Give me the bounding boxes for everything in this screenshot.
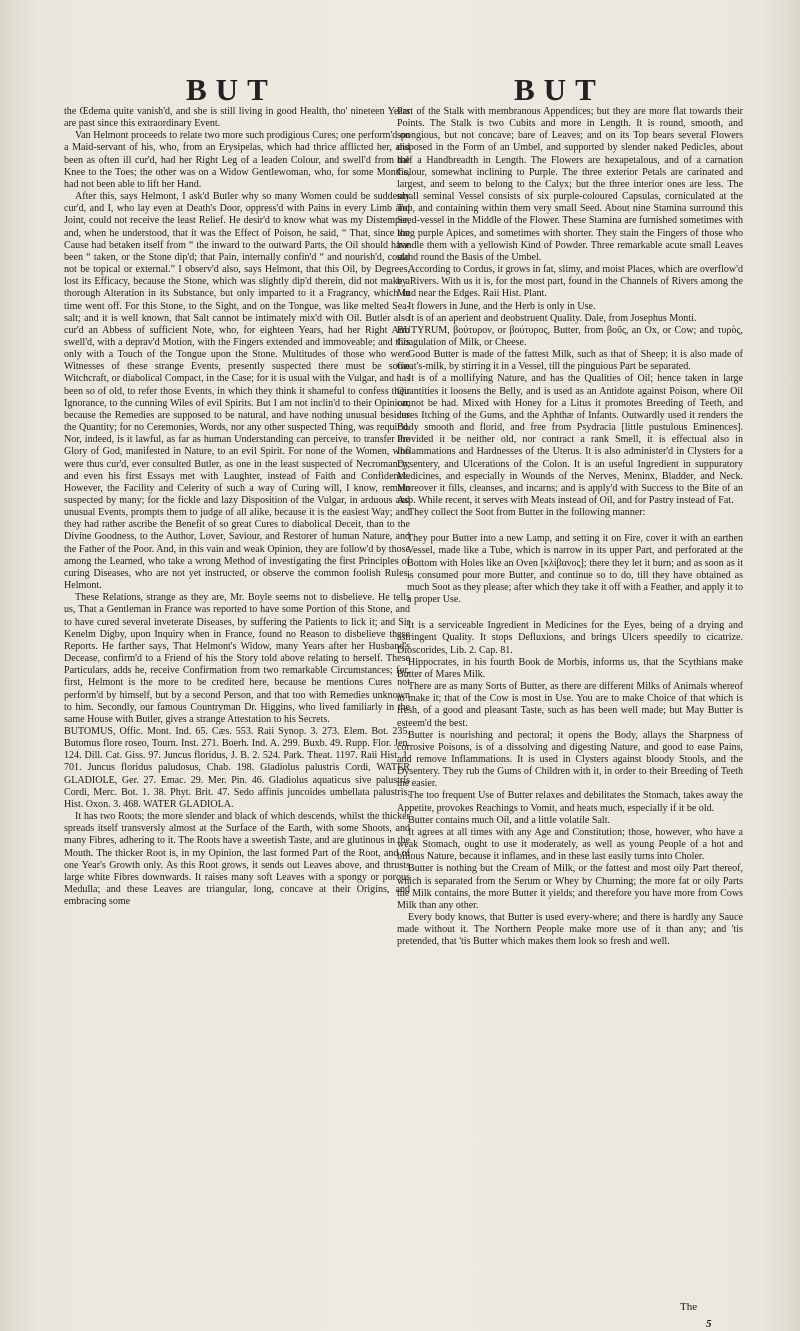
paragraph: These Relations, strange as they are, Mr. Boyle seems not to disbelieve. He tells us, That a Gentleman in France was reported to have some Portion of this Stone, and to have cured several inveterate Diseases, by suffering the Patients to lick it; and Sir Kenelm Digby, upon Inquiry when in France, found no Reason to disbelieve these Reports. He farther says, That Helmont's Widow, many Years after her Husband's Decease, confirm'd to a Friend of his the Story told above relating to herself. These Particulars, adds he, receive Confirmation from two remarkable Circumstances; for, first, Helmont is the more to be credited here, because he mentions Cures not perform'd by himself, but by a second Person, and that too with Remedies unknown to him. Secondly, our famous Countryman Dr. Higgins, who lived familiarly in the same House with Butler, gives a strange Attestation to his Secrets.: [64, 592, 410, 725]
paragraph: It has two Roots; the more slender and black of which descends, whilst the thicker spreads itself transversly almost at the Surface of the Earth, with some Shoots, and many Fibres, adhering to it. The Roots have a sweetish Taste, and are glutinous in the Mouth. The thicker Root is, in my Opinion, the last formed Part of the Root, and of one Year's Growth only. As this Root grows, it sends out Leaves above, and thrusts large white Fibres downwards. It raises many soft Leaves with a spongy or porous Medulla; and these Leaves are triangular, long, concave at their Origins, and embracing some: [64, 811, 410, 908]
paragraph: the Œdema quite vanish'd, and she is still living in good Health, tho' nineteen Years are past since this extraordinary Event.: [64, 106, 410, 130]
paragraph: There are as many Sorts of Butter, as there are different Milks of Animals whereof to make it; that of the Cow is most in Use. You are to make Choice of that which is fresh, of a good and pleasant Taste, such as has been well made; but May Butter is esteem'd the best.: [397, 681, 743, 729]
catchword: The: [680, 1301, 698, 1313]
paragraph: It is of a mollifying Nature, and has the Qualities of Oil; hence taken in large Quantities it loosens the Belly, and is used as an Antidote against Poison, where Oil cannot be had. Mixed with Honey for a Litus it promotes Breeding of Teeth, and cures Itching of the Gums, and the Aphthæ of Infants. Outwardly used it renders the Body smooth and florid, and free from Psydracia [little pustulous Eminences]. Provided it be neither old, nor contract a rank Smell, it is effectual also in Inflammations and Hardnesses of the Uterus. It is also administer'd in Clysters for a Dysentery, and Ulcerations of the Colon. It is an useful Ingredient in suppuratory Medicines, and especially in Wounds of the Nerves, Meninx, Bladder, and Neck. Moreover it fills, cleanses, and incarns; and is apply'd with Success to the Bite of an Asp. While recent, it serves with Meats instead of Oil, and for Pastry instead of Fat.: [397, 373, 743, 506]
paragraph: Butter is nourishing and pectoral; it opens the Body, allays the Sharpness of corrosive Poisons, is of a dissolving and digesting Nature, and good to ease Pains, and remove Inflammations. It is used in Clysters against bloody Stools, and the Dysentery. They rub the Gums of Children with it, in order to their Breeding of Teeth the easier.: [397, 729, 743, 790]
paragraph: Part of the Stalk with membranous Appendices; but they are more flat towards their Points. The Stalk is two Cubits and more in Length. It is round, smooth, and spongious, but not concave; bare of Leaves; and on its Top bears several Flowers disposed in the Form of an Umbel, and supported by slender naked Pedicles, about half a Handbreadth in Length. The Flowers are hexapetalous, and of a carnation Colour, somewhat inclining to Purple. The three exterior Petals are carinated and largest, and seem to belong to the Calyx; but the three interior ones are less. The small seminal Vessel consists of six purple-coloured Capsulas, corniculated at the Top, and containing within them very small Seed. About nine Stamina surround this Seed-vessel in the Middle of the Flower. These Stamina are furnished sometimes with long purple Apices, and sometimes with shorter. They stain the Fingers of those who handle them with a yellowish Kind of Powder. Three remarkable acute small Leaves stand round the Basis of the Umbel.: [397, 106, 743, 263]
page-number: 5: [706, 1318, 712, 1330]
recipe-block: They pour Butter into a new Lamp, and setting it on Fire, cover it with an earthen Vessel, made like a Tube, which is narrow in its upper Part, and perforated at the Bottom with Holes like an Oven [κλίβανος]; there they let it burn; and as soon as it is consumed pour more Butter, and continue so to do, till they have obtained as much Soot as they please; after which they take it off with a Feather, and apply it to a proper Use.: [407, 533, 743, 606]
right-headword: BUT: [514, 72, 605, 107]
paragraph: Hippocrates, in his fourth Book de Morbis, informs us, that the Scythians make Butter of Mares Milk.: [397, 656, 743, 680]
paragraph: It is of an aperient and deobstruent Quality. Dale, from Josephus Monti.: [408, 312, 697, 324]
paragraph: The too frequent Use of Butter relaxes and debilitates the Stomach, takes away the Appetite, provokes Reachings to Vomit, and heats much, especially if it be old.: [397, 790, 743, 814]
paragraph: Every body knows, that Butter is used every-where; and there is hardly any Sauce made without it. The Northern People make more use of it than any; and 'tis pretended, that 'tis Butter which makes them look so fresh and well.: [397, 912, 743, 948]
entry-butomus: BUTOMUS, Offic. Mont. Ind. 65. Cæs. 553. Raii Synop. 3. 273. Elem. Bot. 235. Butomus flore roseo, Tourn. Inst. 271. Boerh. Ind. A. 299. Buxb. 49. Rupp. Flor. Jen. 124. Dill. Cat. Giss. 97. Juncus floridus, J. B. 2. 524. Park. Theat. 1197. Raii Hist. 1. 701. Juncus floridus paludosus, Chab. 198. Gladiolus palustris Cordi, WATER GLADIOLE, Ger. 27. Emac. 29. Mer. Pin. 46. Gladiolus aquaticus sive palustris Cordi, Merc. Bot. 1. 38. Phyt. Brit. 47. Sedo affinis juncoides umbellata palustris, Hist. Oxon. 3. 468. WATER GLADIOLA.: [64, 725, 410, 810]
paragraph: Butter contains much Oil, and a little volatile Salt.: [408, 814, 611, 826]
paragraph: Butter is nothing but the Cream of Milk, or the fattest and most oily Part thereof, which is separated from the Serum or Whey by Churning; the more fat or oily Parts the Milk contains, the more Butter it yields; and therefore you have more from Cows Milk than any other.: [397, 863, 743, 911]
left-column: [64, 106, 410, 1306]
paragraph: According to Cordus, it grows in fat, slimy, and moist Places, which are overflow'd by Rivers. With us it is, for the most part, found in the Channels of Rivers among the Mud near the Edges. Raii Hist. Plant.: [397, 264, 743, 300]
entry-butyrum: BUTYRUM, βούτυρον, or βούτυρος, Butter, from βοῦς, an Ox, or Cow; and τυρὸς, Coagulation of Milk, or Cheese.: [397, 324, 743, 348]
paragraph: Good Butter is made of the fattest Milk, such as that of Sheep; it is also made of Goat's-milk, by stirring it in a Vessel, till the pinguious Part be separated.: [397, 349, 743, 373]
paragraph: After this, says Helmont, I ask'd Butler why so many Women could be suddenly cur'd, and I, who lay even at Death's Door, oppress'd with Pains in every Limb and Joint, could not receive the least Relief. He desir'd to know what was my Distemper, and, when he understood, that it was the Effect of Poison, he said, “ That, since the Cause had betaken itself from “ the inward to the outward Parts, the Oil should have been “ taken, or the Stone dip'd; that Pain, internally confin'd “ and nourish'd, could not be topical or external.” I observ'd also, says Helmont, that this Oil, by Degrees, lost its Efficacy, because the Stone, which was slightly dip'd therein, did not make a thorough Alteration in its Substance, but only imparted to it a Fragrancy, which in time went off. For this Stone, to the Sight, and on the Tongue, was like melted Sea-salt; and it is well known, that Salt cannot be intimately mix'd with Oil. Butler also cur'd an Abbess of sufficient Note, who, for eighteen Years, had her Right Arm swell'd, with a deprav'd Motion, with the Fingers extended and immoveable; and this only with a Touch of the Tongue upon the Stone. Multitudes of those who were Witnesses of these strange Events, presently suspected there must be some Witchcraft, or diabolical Compact, in the Case; for it is usual with the Vulgar, and has been so of old, to refer those Events, in which they think it shameful to confess their Ignorance, to the cunning Wiles of evil Spirits. But I am not inclin'd to their Opinion, because the Remedies are supposed to be natural, and have nothing unusual besides the Quantity; for no Ceremonies, Words, nor any other suspected Thing, was requir'd. Nor, indeed, is it lawful, as far as human Understanding can perceive, to transfer the Glory of God, manifested in Nature, to an evil Spirit. For none of the Women, who were thus cur'd, ever consulted Butler, as one in the least suspected of Necromancy; and even his first Essays met with Laughter, instead of Faith and Confidence. However, the Facility and Celerity of such a way of Curing will, I know, remain suspected by many; for the fickle and lazy Disposition of the Vulgar, in arduous and unusual Events, prompts them to judge of all alike, because it is the easiest Way; and they had rather ascribe the Benefit of so great Cures to diabolical Deceit, than to the Divine Goodness, to the Author, Lover, Saviour, and Restorer of human Nature, and the Father of the Poor. And, in this vain and weak Opinion, they are follow'd by those among the Learned, who take a wrong Method of investigating the first Principles of curing Diseases, who are not yet instructed, or observe the common foolish Rules. Helmont.: [64, 191, 410, 592]
left-headword: BUT: [186, 72, 277, 107]
right-column: [397, 106, 743, 1306]
paragraph: It agrees at all times with any Age and Constitution; those, however, who have a weak Stomach, ought to use it moderately, as well as young People of a hot and bilious Nature, because it inflames, and in these last easily turns into Choler.: [397, 826, 743, 863]
paragraph: They collect the Soot from Butter in the following manner:: [408, 507, 646, 519]
paragraph: Van Helmont proceeds to relate two more such prodigious Cures; one perform'd on a Maid-servant of his, who, from an Erysipelas, which had thrice afflicted her, and been as often ill cur'd, had her Right Leg of a leaden Colour, and swell'd from the Knee to the Toes; the other was on a Widow Gentlewoman, who, for some Months, had not been able to lift her Hand.: [64, 130, 410, 190]
paragraph: It flowers in June, and the Herb is only in Use.: [408, 300, 596, 312]
paragraph: It is a serviceable Ingredient in Medicines for the Eyes, being of a drying and astringent Quality. It stops Defluxions, and brings Ulcers speedily to cicatrize. Dioscorides, Lib. 2. Cap. 81.: [397, 620, 743, 656]
